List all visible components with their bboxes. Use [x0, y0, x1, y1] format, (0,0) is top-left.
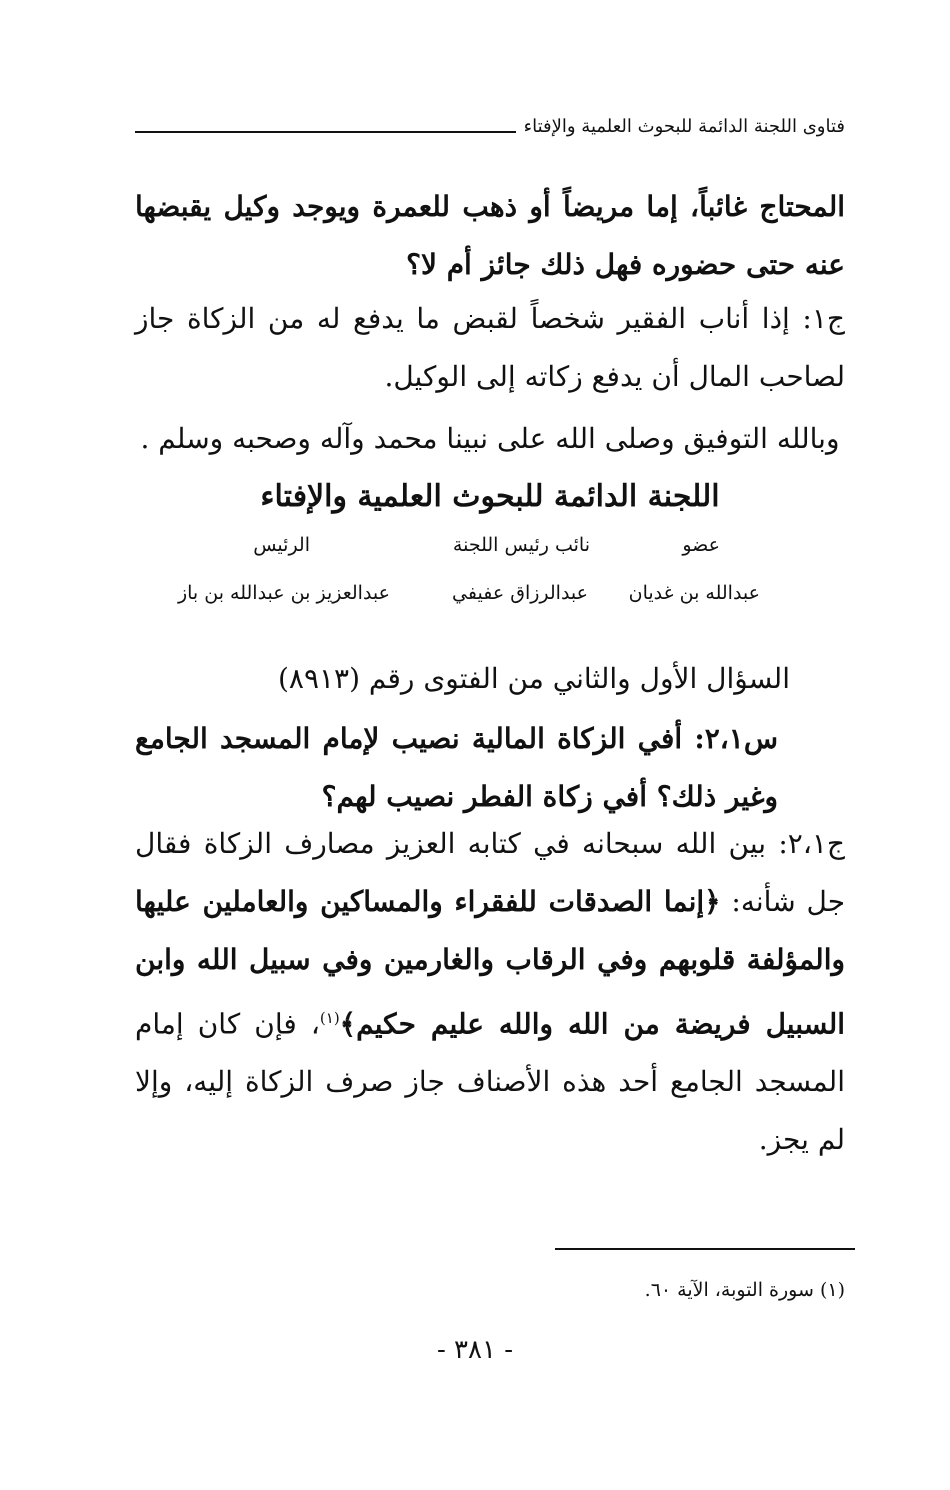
- answer-2-rest: ، فإن كان إمام المسجد الجامع أحد هذه الأصناف جاز صرف الزكاة إليه، وإلا لم يجز.: [135, 1007, 845, 1157]
- signatory-name-vice-president: عبدالرزاق عفيفي: [452, 582, 588, 604]
- running-title: فتاوى اللجنة الدائمة للبحوث العلمية والإفتاء: [523, 116, 845, 137]
- signatory-role-vice-president: نائب رئيس اللجنة: [452, 534, 590, 556]
- footnote-rule: [555, 1248, 855, 1250]
- fatwa-heading: السؤال الأول والثاني من الفتوى رقم (٨٩١٣): [277, 662, 790, 695]
- signatory-role-president: الرئيس: [253, 534, 310, 556]
- signatory-role-member: عضو: [682, 534, 720, 556]
- committee-title: اللجنة الدائمة للبحوث العلمية والإفتاء: [260, 479, 720, 514]
- signatory-name-president: عبدالعزيز بن عبدالله بن باز: [177, 582, 390, 604]
- signatory-name-member: عبدالله بن غديان: [628, 582, 760, 604]
- answer-2-intro: ج٢،١: بين الله سبحانه في كتابه العزيز مصارف الزكاة فقال جل شأنه:: [135, 827, 846, 918]
- question-2: س٢،١: أفي الزكاة المالية نصيب لإمام المسجد الجامع وغير ذلك؟ أفي زكاة الفطر نصيب لهم؟: [135, 722, 778, 813]
- answer-2: [135, 815, 845, 1169]
- running-header: [135, 112, 845, 142]
- footnote-marker: (١): [319, 1009, 340, 1027]
- footnote: (١) سورة التوبة، الآية ٦٠.: [644, 1279, 845, 1301]
- page-number: - ٣٨١ -: [436, 1335, 514, 1365]
- question-1-continued: المحتاج غائباً، إما مريضاً أو ذهب للعمرة ويوجد وكيل يقبضها عنه حتى حضوره فهل ذلك جائز أم لا؟: [135, 190, 846, 281]
- answer-1: ج١: إذا أناب الفقير شخصاً لقبض ما يدفع له من الزكاة جاز لصاحب المال أن يدفع زكاته إلى الوكيل.: [135, 302, 845, 393]
- closing-line: وبالله التوفيق وصلى الله على نبينا محمد وآله وصحبه وسلم .: [140, 422, 840, 455]
- header-rule: [135, 131, 516, 133]
- quran-verse: ﴿إنما الصدقات للفقراء والمساكين والعاملين عليها والمؤلفة قلوبهم وفي الرقاب والغارمين وفي سبيل الله وابن السبيل فريضة من الله والله عليم حكيم﴾: [135, 885, 845, 1041]
